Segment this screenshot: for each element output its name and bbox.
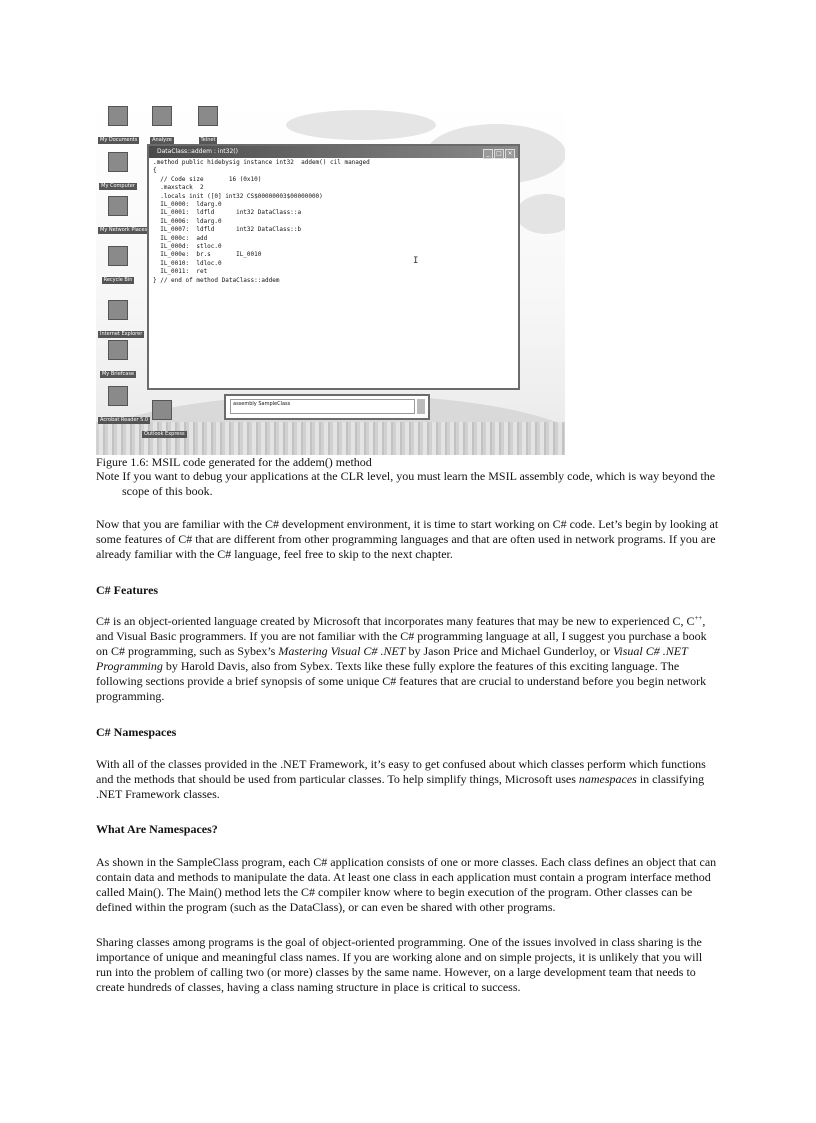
code-line: .maxstack 2 [153,184,204,192]
desktop-icon-my-documents[interactable]: My Documents [98,106,138,146]
window-controls [482,148,515,160]
computer-icon [108,152,128,172]
browser-icon [108,300,128,320]
figure-caption: Figure 1.6: MSIL code generated for the addem() method [96,455,372,469]
code-line: IL_000e: br.s IL_0010 [153,251,262,259]
scrollbar[interactable] [417,399,425,414]
maximize-icon[interactable]: □ [494,149,504,159]
tree-item[interactable]: assembly SampleClass [230,399,415,414]
code-line: .locals init ([0] int32 CS$00000003$00000000) [153,192,323,200]
code-line: } // end of method DataClass::addem [153,276,280,284]
heading-csharp-features: C# Features [96,583,159,597]
code-line: // Code size 16 (0x10) [153,175,262,183]
heading-csharp-namespaces: C# Namespaces [96,725,177,739]
cloud [286,110,436,140]
desktop-icon-briefcase[interactable]: My Briefcase [98,340,138,380]
folder-icon [108,106,128,126]
paragraph: As shown in the SampleClass program, each C# application consists of one or more classes. Each class defines an object that can contain data and methods to manipulate the data. At least one class in each application must contain a program interface method called Main(). The Main() method lets the C# compiler know where to begin execution of the program. Other classes can be defined within the program (such as the DataClass), or can even be shared with other programs. [96,855,717,914]
paragraph: Sharing classes among programs is the goal of object-oriented programming. One of the issues involved in class sharing is the importance of unique and meaningful class names. If you are working alone and on simple projects, it is unlikely that you will run into the problem of calling two (or more) classes by the same name. However, on a large development team that needs to create hundreds of classes, having a class naming structure in place is critical to success. [96,935,703,994]
note: Note If you want to debug your applications at the CLR level, you must learn the MSIL assembly code, which is way beyond the scope of this book. [96,469,716,498]
window-title-bar[interactable] [149,146,518,158]
window-title: DataClass::addem : int32() [157,148,238,155]
desktop-icon-my-computer[interactable]: My Computer [98,152,138,192]
desktop-icon-acrobat-reader[interactable]: Acrobat Reader 5.0 [98,386,138,426]
pdf-icon [108,386,128,406]
code-line: IL_0001: ldfld int32 DataClass::a [153,209,302,217]
code-line: IL_0007: ldfld int32 DataClass::b [153,226,302,234]
recycle-bin-icon [108,246,128,266]
code-line: IL_0010: ldloc.0 [153,259,222,267]
code-line: .method public hidebysig instance int32 addem() cil managed [153,159,370,166]
figure-screenshot [96,104,565,455]
code-line: IL_000d: stloc.0 [153,243,222,251]
code-line: IL_0011: ret [153,268,208,276]
ildasm-method-window [147,144,520,390]
mail-icon [152,400,172,420]
code-line: IL_0006: ldarg.0 [153,217,222,225]
text-cursor-icon: I [413,256,419,266]
code-line: IL_000c: add [153,234,208,242]
network-icon [152,106,172,126]
code-line: IL_0000: ldarg.0 [153,201,222,209]
msil-code [149,158,518,286]
minimize-icon[interactable]: _ [483,149,493,159]
desktop-icon-recycle-bin[interactable]: Recycle Bin [98,246,138,286]
briefcase-icon [108,340,128,360]
paragraph: Now that you are familiar with the C# development environment, it is time to start working on C# code. Let’s begin by looking at some features of C# that are different from other programming languages and that are often used in network programs. If you are already familiar with the C# language, feel free to skip to the next chapter. [96,517,719,561]
ildasm-tree-window [224,394,430,420]
desktop-icon-network-places[interactable]: My Network Places [98,196,138,236]
desktop-icon-telnet[interactable]: Telnet [188,106,228,146]
desktop-icon-outlook-express[interactable]: Outlook Express [142,400,182,440]
network-places-icon [108,196,128,216]
paragraph: With all of the classes provided in the .NET Framework, it’s easy to get confused about which classes perform which functions and the methods that should be used from particular classes. To help simplify things, Microsoft uses namespaces in classifying .NET Framework classes. [96,757,706,801]
desktop-icon-internet-explorer[interactable]: Internet Explorer [98,300,138,340]
close-icon[interactable]: × [505,149,515,159]
code-line: { [153,167,157,175]
terminal-icon [198,106,218,126]
desktop-icon-analyze[interactable]: Analyze [142,106,182,146]
heading-what-are-namespaces: What Are Namespaces? [96,822,218,836]
paragraph: C# is an object-oriented language created by Microsoft that incorporates many features that may be new to experienced C, C++, and Visual Basic programmers. If you are not familiar with the C# programming language at all, I suggest you purchase a book on C# programming, such as Sybex’s Mastering Visual C# .NET by Jason Price and Michael Gunderloy, or Visual C# .NET Programming by Harold Davis, also from Sybex. Texts like these fully explore the features of this exciting language. The following sections provide a brief synopsis of some unique C# features that are crucial to understand before you begin network programming. [96,614,707,703]
